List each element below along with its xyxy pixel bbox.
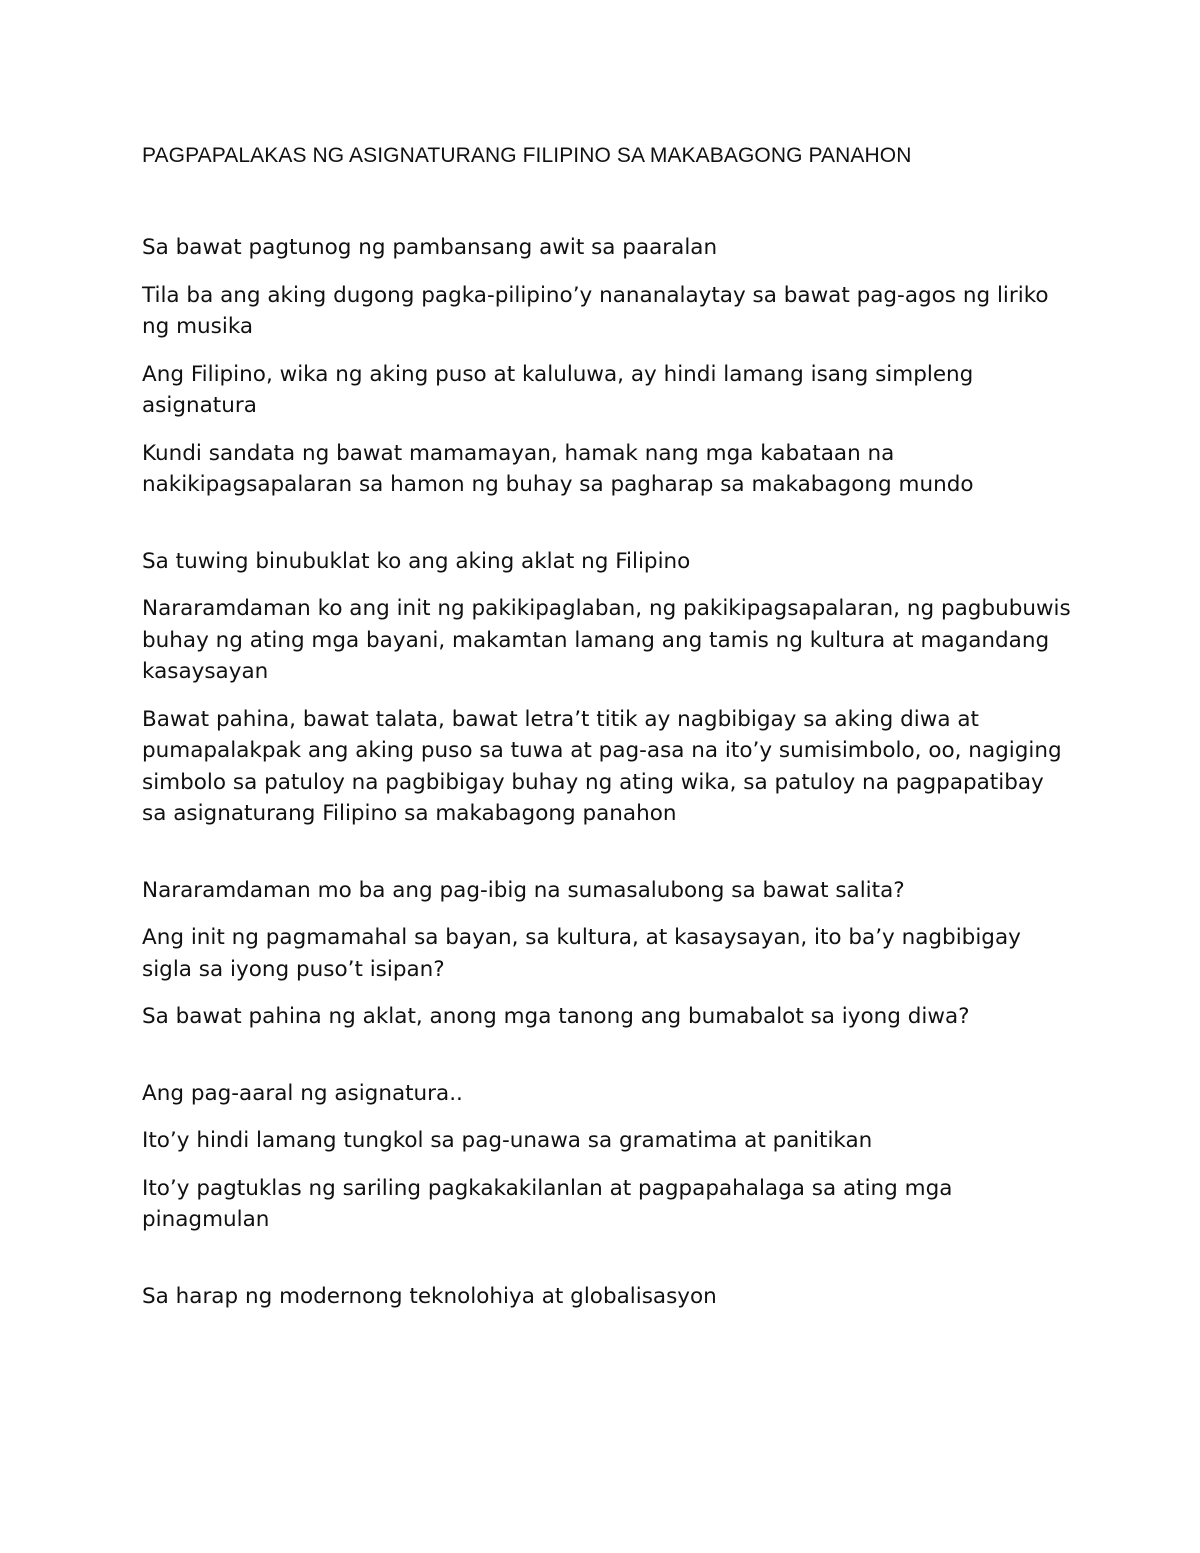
poem-line: Ang init ng pagmamahal sa bayan, sa kultura, at kasaysayan, ito ba’y nagbibigay sigla sa iyong puso’t isipan? xyxy=(142,925,1021,982)
stanza-3 xyxy=(142,875,1072,1033)
poem-line: Nararamdaman mo ba ang pag-ibig na sumasalubong sa bawat salita? xyxy=(142,877,905,903)
poem-line: Ito’y pagtuklas ng sariling pagkakakilanlan at pagpapahalaga sa ating mga pinagmulan xyxy=(142,1175,953,1232)
stanza-5 xyxy=(142,1281,1072,1313)
poem-line: Nararamdaman ko ang init ng pakikipaglaban, ng pakikipagsapalaran, ng pagbubuwis buhay ng ating mga bayani, makamtan lamang ang tamis ng kultura at magandang kasaysayan xyxy=(142,596,1071,684)
poem-line: Bawat pahina, bawat talata, bawat letra’t titik ay nagbibigay sa aking diwa at pumapalakpak ang aking puso sa tuwa at pag-asa na ito’y sumisimbolo, oo, nagiging simbolo sa patuloy na pagbibigay buhay ng ating wika, sa patuloy na pagpapatibay sa asignaturang Filipino sa makabagong panahon xyxy=(142,706,1062,826)
poem-line: Ang pag-aaral ng asignatura.. xyxy=(142,1080,463,1106)
poem-line: Tila ba ang aking dugong pagka-pilipino’y nananalaytay sa bawat pag-agos ng liriko ng musika xyxy=(142,282,1049,339)
poem-line: Sa tuwing binubuklat ko ang aking aklat ng Filipino xyxy=(142,548,691,574)
stanza-1 xyxy=(142,232,1072,501)
poem-line: Sa bawat pagtunog ng pambansang awit sa paaralan xyxy=(142,235,718,260)
document-title: PAGPAPALAKAS NG ASIGNATURANG FILIPINO SA MAKABAGONG PANAHON xyxy=(142,144,912,167)
poem-line: Sa bawat pahina ng aklat, anong mga tanong ang bumabalot sa iyong diwa? xyxy=(142,1004,970,1029)
poem-line: Ang Filipino, wika ng aking puso at kaluluwa, ay hindi lamang isang simpleng asignatura xyxy=(142,361,974,418)
stanza-2 xyxy=(142,546,1072,830)
stanza-4 xyxy=(142,1078,1072,1236)
poem-line: Sa harap ng modernong teknolohiya at globalisasyon xyxy=(142,1283,717,1309)
poem-line: Kundi sandata ng bawat mamamayan, hamak nang mga kabataan na nakikipagsapalaran sa hamon ng buhay sa pagharap sa makabagong mundo xyxy=(142,440,974,497)
poem-line: Ito’y hindi lamang tungkol sa pag-unawa sa gramatima at panitikan xyxy=(142,1128,873,1153)
document-body xyxy=(142,140,1072,1357)
